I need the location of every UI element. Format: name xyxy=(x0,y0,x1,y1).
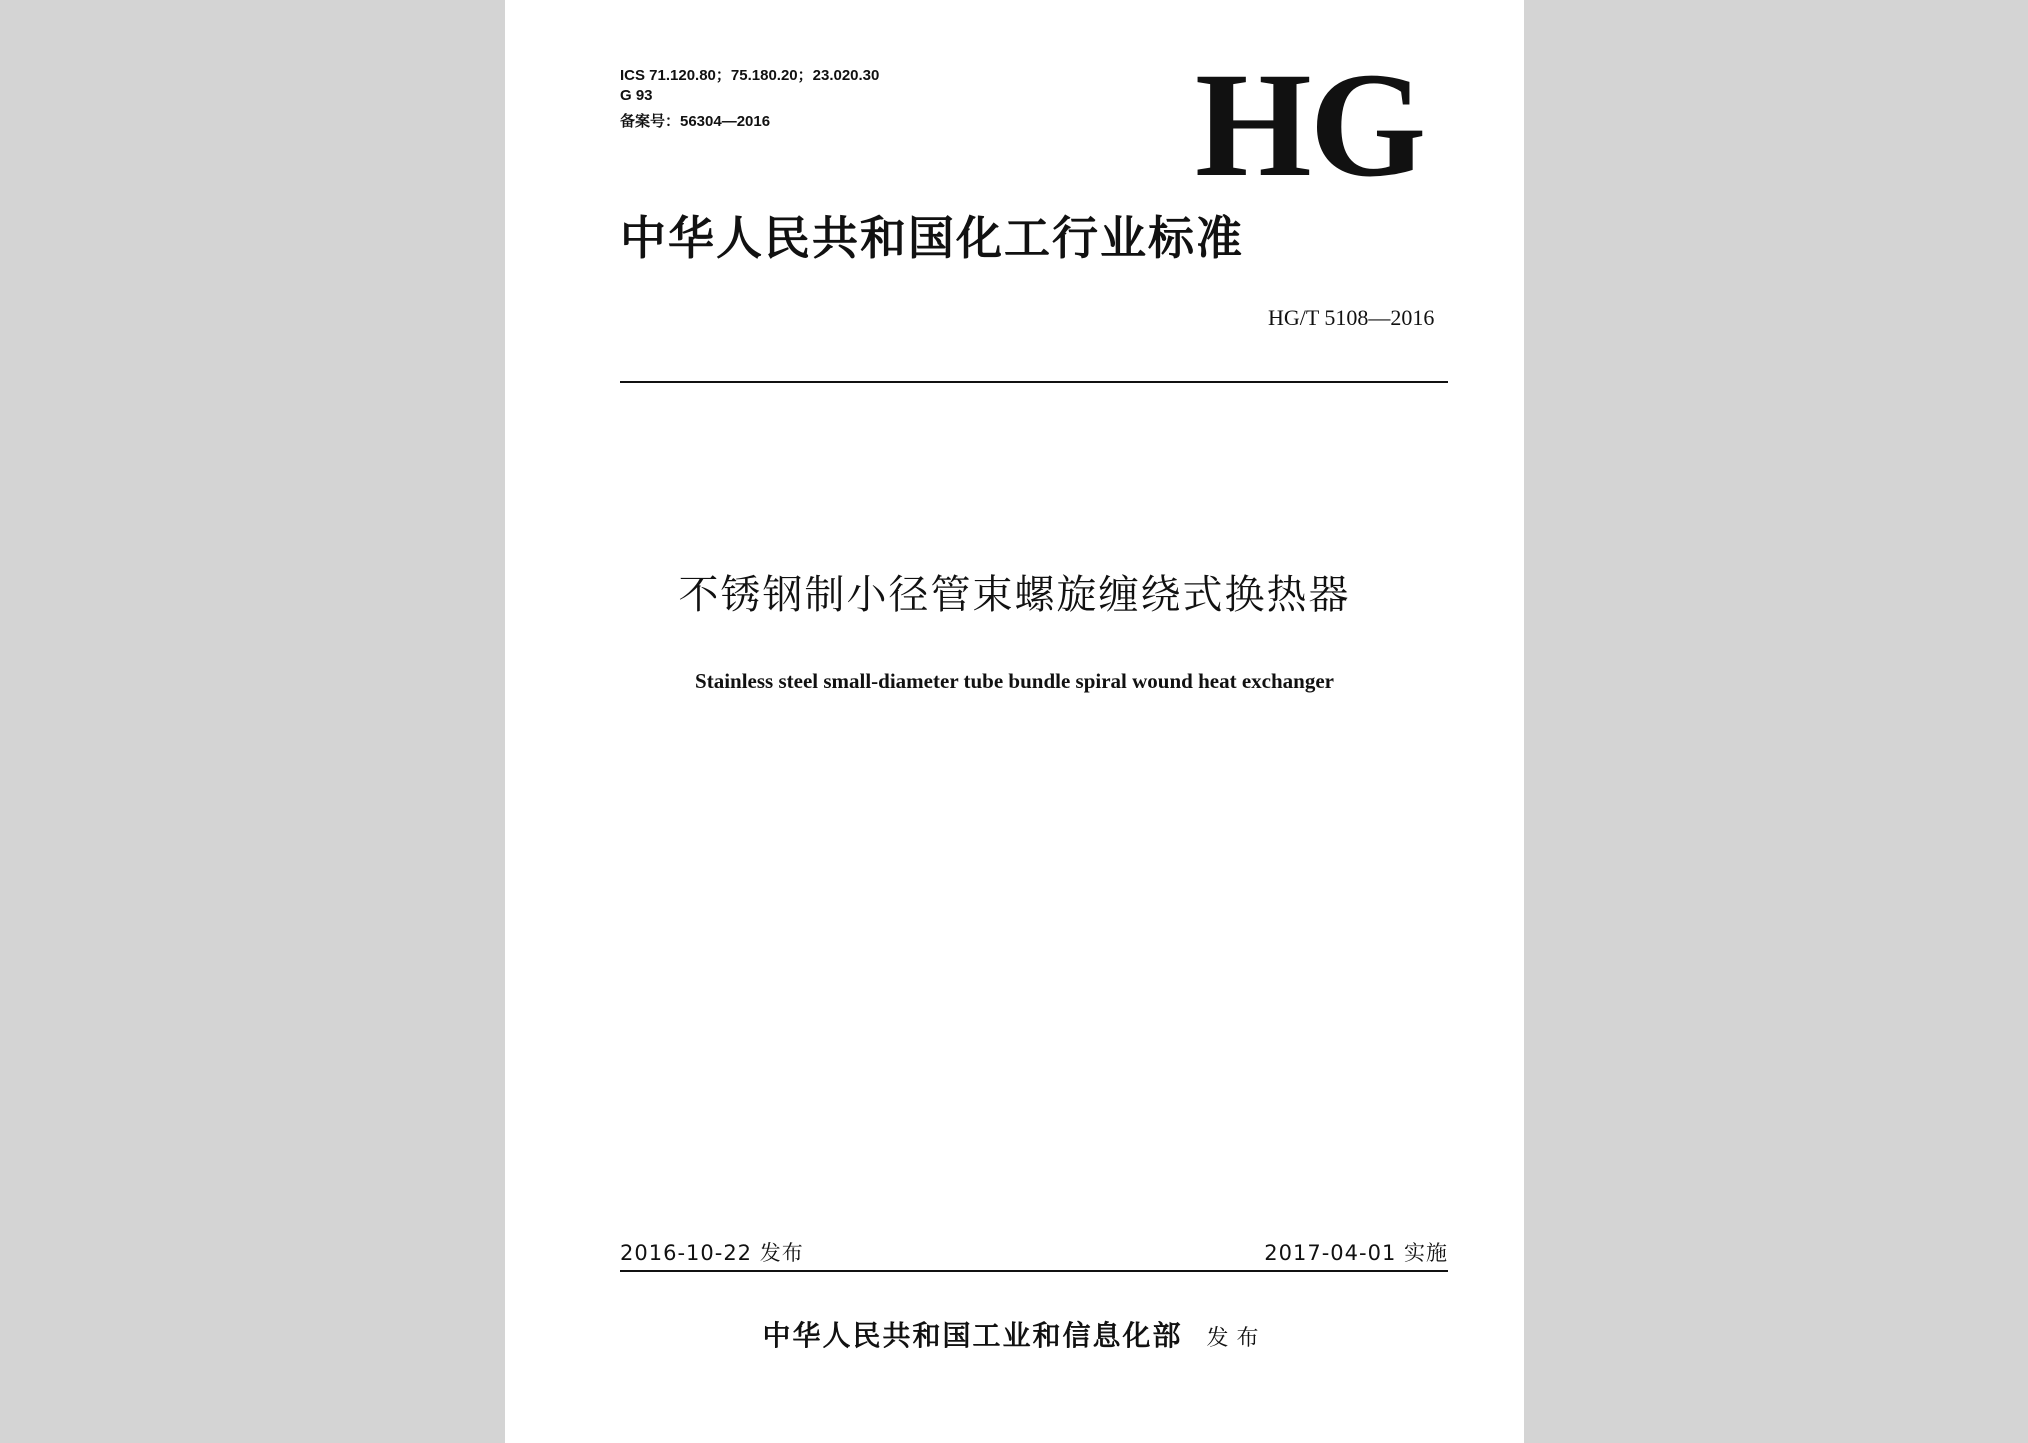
classification-code: G 93 xyxy=(620,87,653,104)
document-title-chinese: 不锈钢制小径管束螺旋缠绕式换热器 xyxy=(678,572,1351,618)
document-page xyxy=(505,0,1524,1443)
top-divider xyxy=(620,381,1448,383)
publisher-line xyxy=(505,1318,1524,1357)
organization-title: 中华人民共和国化工行业标准 xyxy=(620,211,1244,265)
hg-logo: HG xyxy=(1195,42,1425,208)
implementation-date: 2017-04-01 实施 xyxy=(1264,1241,1448,1265)
publisher-action: 发布 xyxy=(1206,1326,1267,1351)
issue-date: 2016-10-22 发布 xyxy=(620,1241,804,1265)
standard-number: HG/T 5108—2016 xyxy=(1268,305,1435,330)
publisher-name: 中华人民共和国工业和信息化部 xyxy=(762,1319,1183,1352)
document-title-english: Stainless steel small-diameter tube bundle spiral wound heat exchanger xyxy=(695,669,1334,693)
record-number: 备案号：56304—2016 xyxy=(620,113,771,130)
bottom-divider xyxy=(620,1270,1448,1272)
ics-code: ICS 71.120.80；75.180.20；23.020.30 xyxy=(620,67,880,84)
